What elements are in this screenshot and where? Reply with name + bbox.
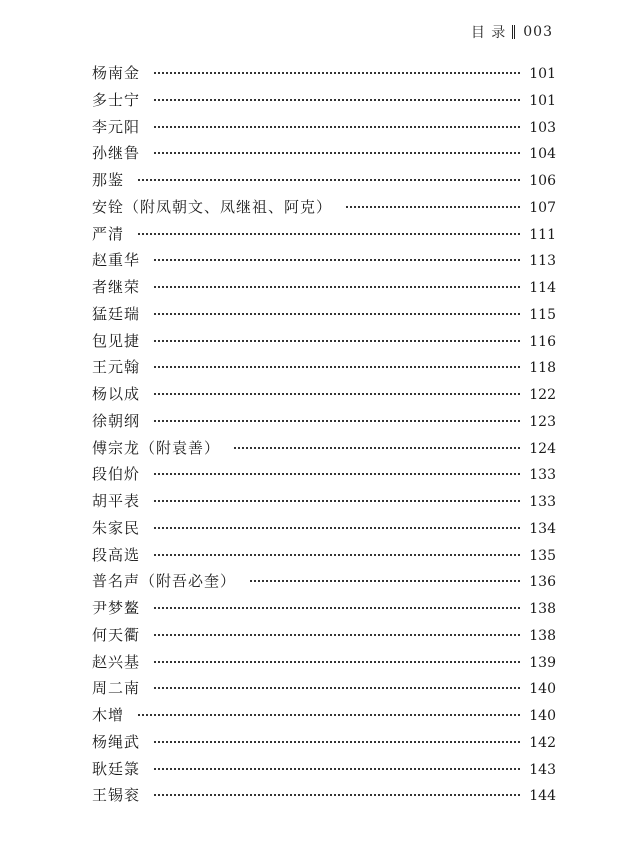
toc-entry-title: 杨以成 bbox=[92, 385, 141, 403]
toc-entry-title: 孙继鲁 bbox=[92, 144, 141, 163]
toc-entry-page-number: 140 bbox=[529, 708, 556, 724]
toc-entry-page-number: 133 bbox=[529, 494, 556, 510]
toc-entry[interactable] bbox=[92, 384, 556, 411]
dot-leader bbox=[154, 259, 520, 261]
toc-entry[interactable] bbox=[92, 732, 556, 759]
toc-entry[interactable] bbox=[92, 438, 556, 465]
toc-entry[interactable] bbox=[92, 625, 556, 652]
dot-leader bbox=[154, 286, 520, 288]
dot-leader bbox=[250, 580, 520, 582]
dot-leader bbox=[138, 714, 520, 716]
toc-entry-title: 安铨（附凤朝文、凤继祖、阿克） bbox=[92, 197, 333, 216]
dot-leader bbox=[154, 366, 520, 368]
toc-entry-title: 木增 bbox=[92, 706, 125, 724]
toc-entry[interactable] bbox=[92, 785, 556, 812]
dot-leader bbox=[154, 687, 520, 689]
toc-entry-page-number: 135 bbox=[529, 547, 556, 564]
toc-entry-title: 那鉴 bbox=[92, 171, 125, 189]
toc-entry[interactable] bbox=[92, 571, 556, 598]
toc-entry-title: 严清 bbox=[92, 224, 125, 243]
toc-entry-page-number: 140 bbox=[529, 681, 556, 698]
toc-entry[interactable] bbox=[92, 411, 556, 438]
toc-entry-title: 王锡衮 bbox=[92, 786, 141, 805]
toc-entry[interactable] bbox=[92, 304, 556, 331]
toc-entry-page-number: 115 bbox=[529, 306, 556, 323]
table-of-contents bbox=[92, 63, 556, 812]
toc-entry-title: 徐朝纲 bbox=[92, 411, 141, 430]
toc-entry-title: 周二南 bbox=[92, 679, 141, 698]
toc-entry-page-number: 134 bbox=[529, 520, 556, 537]
dot-leader bbox=[154, 768, 520, 770]
dot-leader bbox=[154, 126, 520, 128]
dot-leader bbox=[138, 179, 520, 181]
toc-entry-title: 朱家民 bbox=[92, 518, 141, 537]
toc-entry[interactable] bbox=[92, 652, 556, 679]
toc-entry-page-number: 122 bbox=[529, 387, 556, 403]
toc-entry-page-number: 111 bbox=[529, 226, 556, 243]
section-title: 目 录 bbox=[470, 25, 507, 41]
toc-entry[interactable] bbox=[92, 63, 556, 90]
toc-entry[interactable] bbox=[92, 464, 556, 491]
toc-entry-title: 王元翰 bbox=[92, 358, 141, 377]
dot-leader bbox=[138, 233, 520, 235]
dot-leader bbox=[154, 72, 520, 74]
dot-leader bbox=[346, 206, 520, 208]
toc-entry-title: 何天衢 bbox=[92, 625, 141, 644]
header-separator bbox=[512, 25, 515, 39]
toc-entry-page-number: 142 bbox=[529, 734, 556, 751]
toc-entry[interactable] bbox=[92, 170, 556, 197]
toc-entry-title: 杨南金 bbox=[92, 64, 141, 82]
dot-leader bbox=[154, 661, 520, 663]
toc-entry[interactable] bbox=[92, 224, 556, 251]
toc-entry-page-number: 136 bbox=[529, 574, 556, 591]
dot-leader bbox=[154, 554, 520, 556]
toc-entry-page-number: 104 bbox=[529, 146, 556, 163]
toc-entry[interactable] bbox=[92, 117, 556, 144]
toc-entry-title: 李元阳 bbox=[92, 117, 141, 136]
dot-leader bbox=[154, 500, 520, 502]
toc-entry-page-number: 124 bbox=[529, 440, 556, 457]
toc-entry[interactable] bbox=[92, 143, 556, 170]
toc-entry[interactable] bbox=[92, 277, 556, 304]
toc-entry-title: 傅宗龙（附袁善） bbox=[92, 438, 221, 457]
toc-entry-title: 者继荣 bbox=[92, 278, 141, 296]
toc-entry-page-number: 101 bbox=[529, 92, 556, 109]
toc-entry-title: 赵重华 bbox=[92, 251, 141, 270]
toc-entry-title: 胡平表 bbox=[92, 492, 141, 510]
dot-leader bbox=[154, 393, 520, 395]
toc-entry[interactable] bbox=[92, 545, 556, 572]
toc-entry-page-number: 106 bbox=[529, 173, 556, 189]
toc-entry-title: 尹梦鳌 bbox=[92, 599, 141, 617]
header-page-number: 003 bbox=[523, 24, 553, 40]
dot-leader bbox=[154, 313, 520, 315]
toc-entry-page-number: 138 bbox=[529, 627, 556, 644]
toc-entry-page-number: 133 bbox=[529, 467, 556, 484]
dot-leader bbox=[154, 607, 520, 609]
dot-leader bbox=[154, 527, 520, 529]
toc-entry-page-number: 118 bbox=[529, 360, 556, 377]
toc-entry-title: 段高选 bbox=[92, 545, 141, 564]
toc-entry-page-number: 143 bbox=[529, 761, 556, 778]
toc-entry-title: 耿廷箓 bbox=[92, 759, 141, 778]
toc-entry-title: 普名声（附吾必奎） bbox=[92, 572, 237, 591]
dot-leader bbox=[154, 152, 520, 154]
dot-leader bbox=[154, 420, 520, 422]
toc-entry[interactable] bbox=[92, 491, 556, 518]
toc-entry[interactable] bbox=[92, 518, 556, 545]
toc-entry-page-number: 113 bbox=[529, 253, 556, 270]
toc-entry[interactable] bbox=[92, 197, 556, 224]
dot-leader bbox=[154, 741, 520, 743]
toc-entry-title: 包见捷 bbox=[92, 331, 141, 350]
running-header bbox=[471, 22, 553, 42]
dot-leader bbox=[154, 340, 520, 342]
toc-entry-page-number: 139 bbox=[529, 654, 556, 671]
toc-entry[interactable] bbox=[92, 331, 556, 358]
toc-entry[interactable] bbox=[92, 250, 556, 277]
toc-entry[interactable] bbox=[92, 90, 556, 117]
dot-leader bbox=[234, 447, 520, 449]
toc-entry-page-number: 103 bbox=[529, 119, 556, 136]
toc-entry[interactable] bbox=[92, 759, 556, 786]
toc-entry[interactable] bbox=[92, 357, 556, 384]
toc-entry-title: 杨绳武 bbox=[92, 732, 141, 751]
dot-leader bbox=[154, 473, 520, 475]
toc-entry-title: 赵兴基 bbox=[92, 652, 141, 671]
toc-entry-title: 猛廷瑞 bbox=[92, 304, 141, 323]
toc-entry-page-number: 123 bbox=[529, 413, 556, 430]
toc-entry-page-number: 101 bbox=[529, 66, 556, 82]
toc-entry-page-number: 116 bbox=[529, 333, 556, 350]
toc-entry[interactable] bbox=[92, 678, 556, 705]
toc-entry-page-number: 114 bbox=[529, 280, 556, 296]
dot-leader bbox=[154, 634, 520, 636]
dot-leader bbox=[154, 99, 520, 101]
toc-entry[interactable] bbox=[92, 705, 556, 732]
toc-entry-title: 多士宁 bbox=[92, 90, 141, 109]
toc-entry-page-number: 144 bbox=[529, 788, 556, 805]
toc-entry-page-number: 138 bbox=[529, 601, 556, 617]
toc-entry[interactable] bbox=[92, 598, 556, 625]
toc-entry-page-number: 107 bbox=[529, 199, 556, 216]
toc-entry-title: 段伯炌 bbox=[92, 465, 141, 484]
dot-leader bbox=[154, 794, 520, 796]
